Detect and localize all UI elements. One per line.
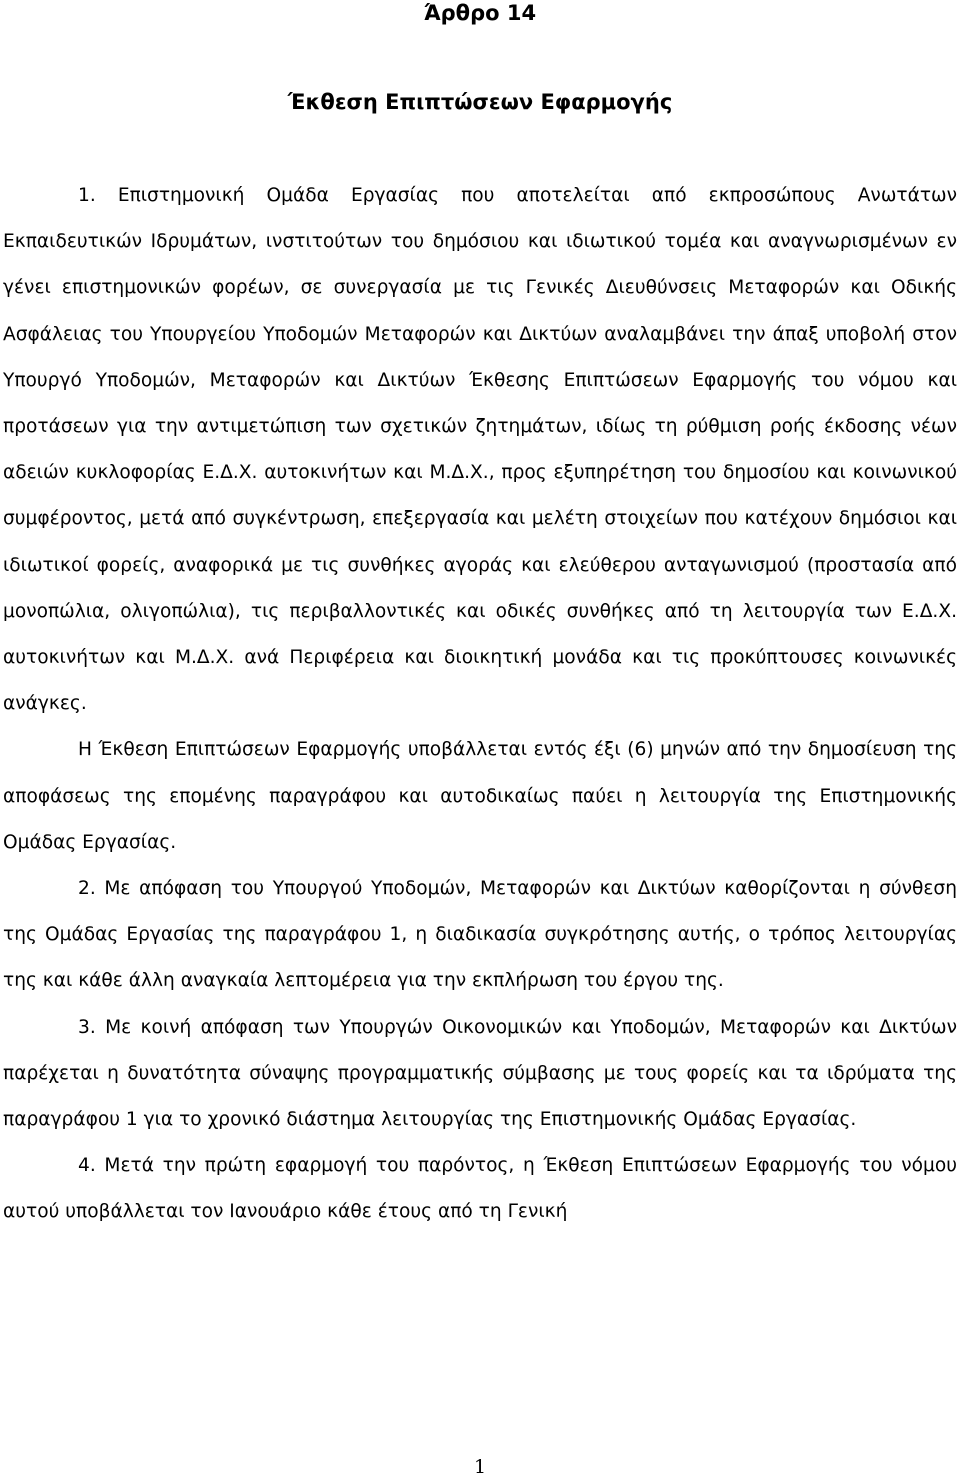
section-title: Έκθεση Επιπτώσεων Εφαρμογής <box>287 90 673 114</box>
page-number: 1 <box>473 1456 487 1478</box>
article-body <box>3 173 957 1236</box>
paragraph-1: 1. Επιστημονική Ομάδα Εργασίας που αποτελείται από εκπροσώπους Ανωτάτων Εκπαιδευτικών Ιδρυμάτων, ινστιτούτων του δημόσιου και ιδιωτικού τομέα και αναγνωρισμένων εν γένει επιστημονικών φορέων, σε συνεργασία με τις Γενικές Διευθύνσεις Μεταφορών και Οδικής Ασφάλειας του Υπουργείου Υποδομών Μεταφορών και Δικτύων αναλαμβάνει την άπαξ υποβολή στον Υπουργό Υποδομών, Μεταφορών και Δικτύων Έκθεσης Επιπτώσεων Εφαρμογής του νόμου και προτάσεων για την αντιμετώπιση των σχετικών ζητημάτων, ιδίως τη ρύθμιση ροής έκδοσης νέων αδειών κυκλοφορίας Ε.Δ.Χ. αυτοκινήτων και Μ.Δ.Χ., προς εξυπηρέτηση του δημοσίου και κοινωνικού συμφέροντος, μετά από συγκέντρωση, επεξεργασία και μελέτη στοιχείων που κατέχουν δημόσιοι και ιδιωτικοί φορείς, αναφορικά με τις συνθήκες αγοράς και ελεύθερου ανταγωνισμού (προστασία από μονοπώλια, ολιγοπώλια), τις περιβαλλοντικές και οδικές συνθήκες από τη λειτουργία των Ε.Δ.Χ. αυτοκινήτων και Μ.Δ.Χ. ανά Περιφέρεια και διοικητική μονάδα και τις προκύπτουσες κοινωνικές ανάγκες. <box>3 185 957 715</box>
paragraph-2: 2. Με απόφαση του Υπουργού Υποδομών, Μεταφορών και Δικτύων καθορίζονται η σύνθεση της Ομάδας Εργασίας της παραγράφου 1, η διαδικασία συγκρότησης αυτής, ο τρόπος λειτουργίας της και κάθε άλλη αναγκαία λεπτομέρεια για την εκπλήρωση του έργου της. <box>3 878 957 992</box>
paragraph-4: 4. Μετά την πρώτη εφαρμογή του παρόντος, η Έκθεση Επιπτώσεων Εφαρμογής του νόμου αυτού υποβάλλεται τον Ιανουάριο κάθε έτους από τη Γενική <box>3 1155 957 1223</box>
paragraph-1-submission: Η Έκθεση Επιπτώσεων Εφαρμογής υποβάλλεται εντός έξι (6) μηνών από την δημοσίευση της αποφάσεως της επομένης παραγράφου και αυτοδικαίως παύει η λειτουργία της Επιστημονικής Ομάδας Εργασίας. <box>3 739 957 853</box>
paragraph-3: 3. Με κοινή απόφαση των Υπουργών Οικονομικών και Υποδομών, Μεταφορών και Δικτύων παρέχεται η δυνατότητα σύναψης προγραμματικής σύμβασης με τους φορείς και τα ιδρύματα της παραγράφου 1 για το χρονικό διάστημα λειτουργίας της Επιστημονικής Ομάδας Εργασίας. <box>3 1016 957 1131</box>
article-title: Άρθρο 14 <box>423 1 537 25</box>
